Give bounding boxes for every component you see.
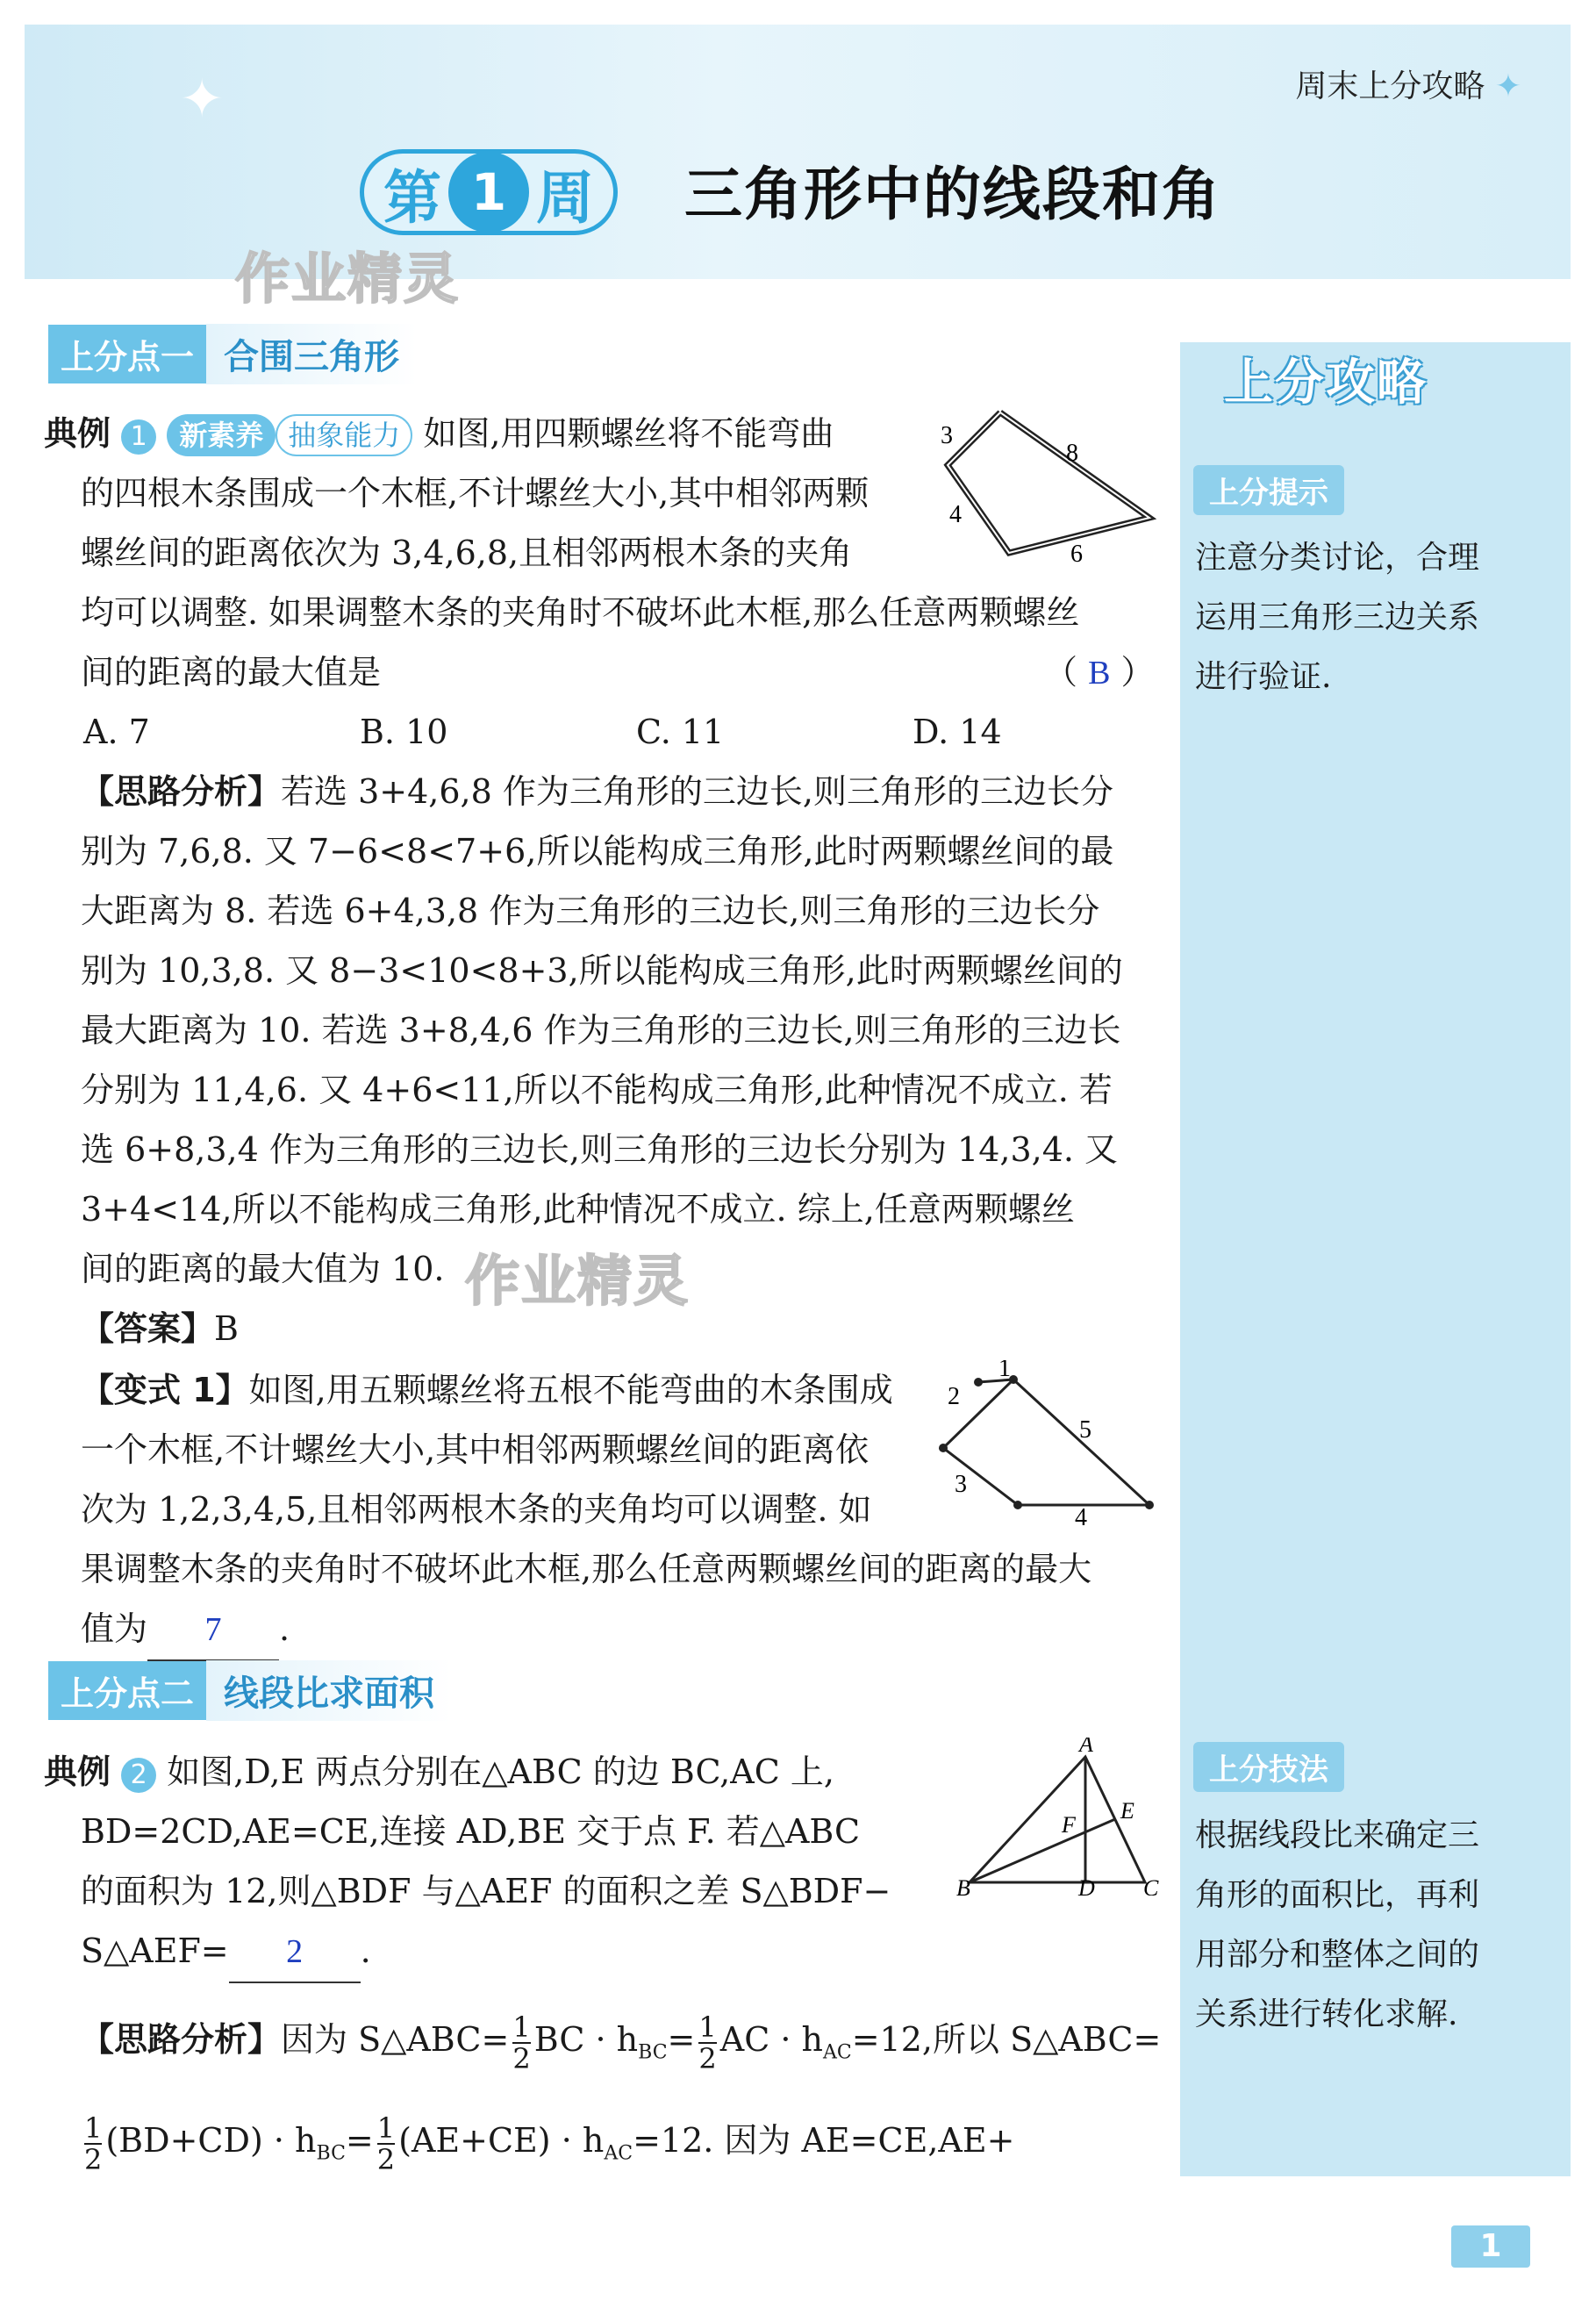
fig1-label-3: 3	[941, 422, 953, 449]
option-c: C. 11	[636, 713, 725, 751]
variant-line0: 【变式 1】如图,用五颗螺丝将五根不能弯曲的木条围成	[81, 1371, 893, 1409]
example2-line3: S△AEF= 2 .	[81, 1921, 371, 1983]
fig3-label-C: C	[1143, 1875, 1159, 1896]
page-title: 三角形中的线段和角	[684, 161, 1221, 228]
week-badge: 第 1 周	[360, 149, 618, 235]
example1-answer: （ B ）	[1044, 653, 1155, 692]
option-a: A. 7	[83, 713, 150, 751]
fig1-label-6: 6	[1070, 541, 1083, 568]
variant-line2: 次为 1,2,3,4,5,且相邻两根木条的夹角均可以调整. 如	[81, 1490, 872, 1529]
analysis1-line3: 别为 10,3,8. 又 8−3<10<8+3,所以能构成三角形,此时两颗螺丝间的	[81, 951, 1123, 990]
variant-line4: 值为 7 .	[81, 1599, 290, 1661]
variant-line3: 果调整木条的夹角时不破坏此木框,那么任意两颗螺丝间的距离的最大	[81, 1550, 1092, 1588]
analysis1-line5: 分别为 11,4,6. 又 4+6<11,所以不能构成三角形,此种情况不成立. 若	[81, 1071, 1113, 1109]
example1-line4: 间的距离的最大值是	[81, 653, 382, 692]
analysis1-line7: 3+4<14,所以不能构成三角形,此种情况不成立. 综上,任意两颗螺丝	[81, 1190, 1075, 1229]
fig3-label-A: A	[1079, 1738, 1093, 1757]
fig3-label-E: E	[1120, 1798, 1134, 1824]
fig3-label-D: D	[1078, 1875, 1095, 1896]
analysis1-line0: 【思路分析】若选 3+4,6,8 作为三角形的三边长,则三角形的三边长分	[81, 772, 1113, 811]
header-right-label: 周末上分攻略 ✦	[1295, 68, 1521, 104]
analysis1-line6: 选 6+8,3,4 作为三角形的三边长,则三角形的三边长分别为 14,3,4. 又	[81, 1130, 1119, 1169]
analysis2-line1: $\frac{1}{2}$ $(BD+CD) \cdot h_{BC}=$ $\frac{1}{2}$ $(AE+CE) \cdot h_{AC}=12$. 因为 AE=CE,AE+	[84, 2111, 1015, 2176]
analysis1-line8: 间的距离的最大值为 10.	[81, 1250, 445, 1288]
page-number: 1	[1451, 2225, 1530, 2268]
figure-pentagon	[930, 1360, 1167, 1527]
example2-line0: 典例 2 如图,D,E 两点分别在△ABC 的边 BC,AC 上,	[44, 1752, 834, 1791]
option-d: D. 14	[913, 713, 1002, 751]
fig3-label-B: B	[956, 1875, 970, 1896]
example2-line2: 的面积为 12,则△BDF 与△AEF 的面积之差 S△BDF−	[81, 1872, 891, 1910]
variant-line1: 一个木框,不计螺丝大小,其中相邻两颗螺丝间的距离依	[81, 1430, 870, 1469]
fig1-label-8: 8	[1066, 440, 1078, 467]
tip2-tag: 上分技法	[1193, 1742, 1344, 1792]
example1-line2: 螺丝间的距离依次为 3,4,6,8,且相邻两根木条的夹角	[81, 534, 853, 572]
fig2-label-2: 2	[948, 1383, 960, 1410]
example2-line1: BD=2CD,AE=CE,连接 AD,BE 交于点 F. 若△ABC	[81, 1812, 861, 1851]
figure-triangle	[952, 1738, 1163, 1896]
answer1: 【答案】B	[81, 1309, 239, 1348]
fig2-label-5: 5	[1079, 1416, 1091, 1444]
watermark: 作业精灵	[235, 247, 461, 311]
analysis1-line2: 大距离为 8. 若选 6+4,3,8 作为三角形的三边长,则三角形的三边长分	[81, 892, 1100, 930]
fig2-label-4: 4	[1075, 1504, 1087, 1527]
fig3-label-F: F	[1062, 1812, 1076, 1838]
figure-quadrilateral	[930, 404, 1167, 570]
sparkle-icon: ✦	[180, 68, 225, 130]
section1-header: 上分点一 合围三角形	[48, 326, 417, 381]
analysis1-line1: 别为 7,6,8. 又 7−6<8<7+6,所以能构成三角形,此时两颗螺丝间的最	[81, 832, 1114, 871]
section2-header: 上分点二 线段比求面积	[48, 1663, 452, 1717]
sidebar-title: 上分攻略	[1224, 355, 1428, 412]
example1-line0: 典例 1 新素养 抽象能力 如图,用四颗螺丝将不能弯曲	[44, 404, 834, 463]
example1-line3: 均可以调整. 如果调整木条的夹角时不破坏此木框,那么任意两颗螺丝	[81, 593, 1080, 632]
example1-line1: 的四根木条围成一个木框,不计螺丝大小,其中相邻两颗	[81, 474, 870, 512]
analysis1-line4: 最大距离为 10. 若选 3+8,4,6 作为三角形的三边长,则三角形的三边长	[81, 1011, 1121, 1050]
fig1-label-4: 4	[949, 501, 962, 528]
tip1-tag: 上分提示	[1193, 465, 1344, 515]
tip1-text: 注意分类讨论，合理 运用三角形三边关系 进行验证.	[1195, 540, 1480, 695]
fig2-label-3: 3	[955, 1471, 967, 1498]
watermark-2: 作业精灵	[465, 1249, 691, 1313]
fig2-label-1: 1	[998, 1360, 1011, 1382]
option-b: B. 10	[360, 713, 448, 751]
tip2-text: 根据线段比来确定三 角形的面积比，再利 用部分和整体之间的 关系进行转化求解.	[1195, 1817, 1480, 2032]
analysis2-line0: 【思路分析】因为 S△ABC= $\frac{1}{2}$ BC · $h_{BC}=$ $\frac{1}{2}$ AC · $h_{AC}=12$,所以 S△ABC=	[81, 2010, 1162, 2075]
